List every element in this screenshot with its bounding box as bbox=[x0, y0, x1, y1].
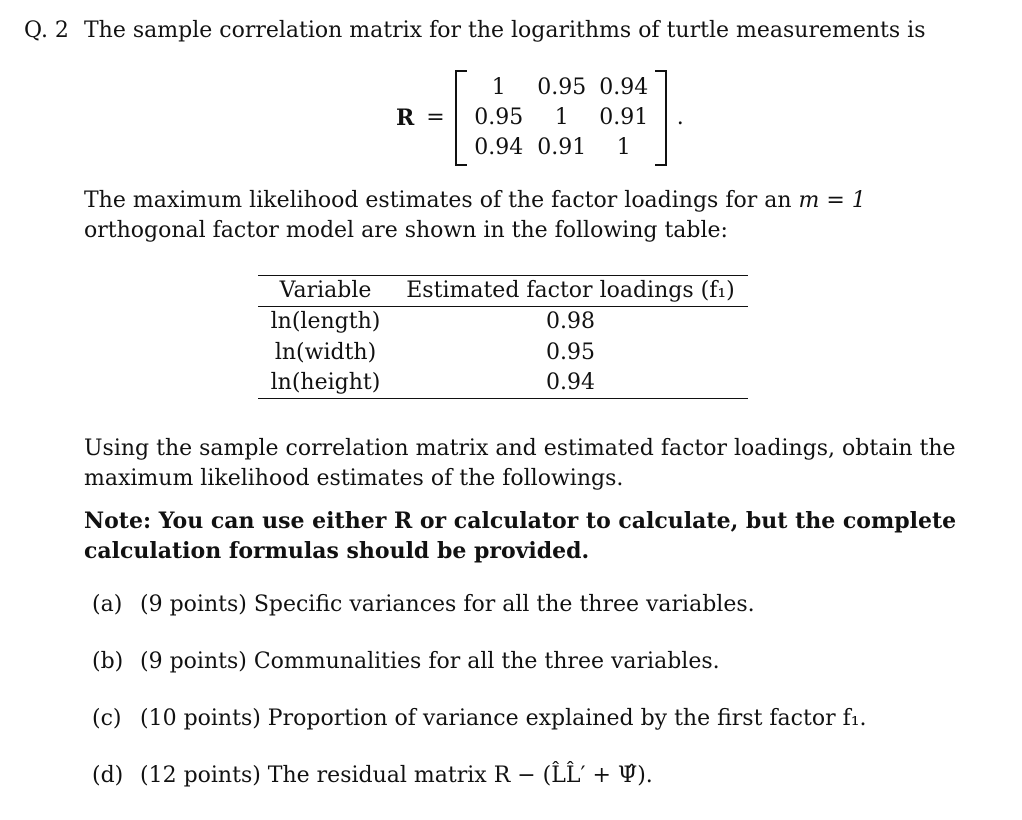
table-cell-loading: 0.94 bbox=[546, 370, 595, 396]
matrix-cell: 1 bbox=[491, 75, 506, 100]
right-bracket bbox=[655, 70, 667, 166]
matrix-grid bbox=[469, 73, 653, 163]
matrix-cell: 1 bbox=[554, 105, 569, 130]
question-number: Q. 2 bbox=[24, 18, 69, 43]
list-item bbox=[92, 647, 992, 704]
matrix-cell: 0.94 bbox=[599, 75, 649, 100]
question-parts bbox=[92, 590, 992, 818]
part-label: (d) bbox=[92, 763, 124, 788]
list-item bbox=[92, 590, 992, 647]
equals-sign: = bbox=[426, 104, 445, 130]
model-description-end: orthogonal factor model are shown in the following table: bbox=[84, 218, 728, 244]
matrix-cell: 0.91 bbox=[537, 135, 587, 160]
part-text: (12 points) The residual matrix R − (L̂L̂′ + Ψ̂). bbox=[140, 763, 653, 788]
left-bracket bbox=[455, 70, 467, 166]
part-text: (9 points) Communalities for all the three variables. bbox=[140, 649, 720, 674]
table-row bbox=[258, 338, 748, 368]
part-text: (10 points) Proportion of variance explained by the first factor f₁. bbox=[140, 706, 867, 731]
model-description bbox=[84, 186, 994, 247]
loadings-table bbox=[258, 275, 748, 399]
model-math: m = 1 bbox=[798, 188, 866, 213]
table-row bbox=[258, 307, 748, 338]
table-header-loadings: Estimated factor loadings (f₁) bbox=[406, 278, 735, 303]
table-row bbox=[258, 368, 748, 399]
matrix-cell: 0.94 bbox=[474, 135, 524, 160]
question-intro: The sample correlation matrix for the logarithms of turtle measurements is bbox=[84, 18, 926, 43]
table-header-variable: Variable bbox=[279, 278, 372, 303]
table-cell-variable: ln(width) bbox=[274, 339, 377, 365]
matrix-symbol: R bbox=[396, 104, 415, 131]
matrix-cell: 0.95 bbox=[537, 75, 587, 100]
matrix-cell: 0.95 bbox=[474, 105, 524, 130]
table-cell-variable: ln(length) bbox=[270, 309, 381, 335]
matrix-period: . bbox=[676, 104, 684, 130]
table-cell-loading: 0.98 bbox=[546, 309, 595, 335]
part-label: (c) bbox=[92, 706, 122, 731]
model-description-start: The maximum likelihood estimates of the factor loadings for an bbox=[84, 188, 799, 213]
matrix-cell: 0.91 bbox=[599, 105, 649, 130]
correlation-matrix bbox=[396, 70, 684, 166]
table-header-row bbox=[258, 276, 748, 307]
table-cell-loading: 0.95 bbox=[546, 339, 595, 365]
part-text: (9 points) Specific variances for all the three variables. bbox=[140, 592, 755, 617]
instructions: Using the sample correlation matrix and estimated factor loadings, obtain the maximum likelihood estimates of the followings. bbox=[84, 436, 956, 492]
note: Note: You can use either R or calculator to calculate, but the complete calculation formulas should be provided. bbox=[84, 508, 957, 565]
part-label: (a) bbox=[92, 592, 123, 617]
table-cell-variable: ln(height) bbox=[270, 370, 381, 396]
matrix-cell: 1 bbox=[616, 135, 631, 160]
part-label: (b) bbox=[92, 649, 124, 674]
list-item bbox=[92, 761, 992, 818]
list-item bbox=[92, 704, 992, 761]
